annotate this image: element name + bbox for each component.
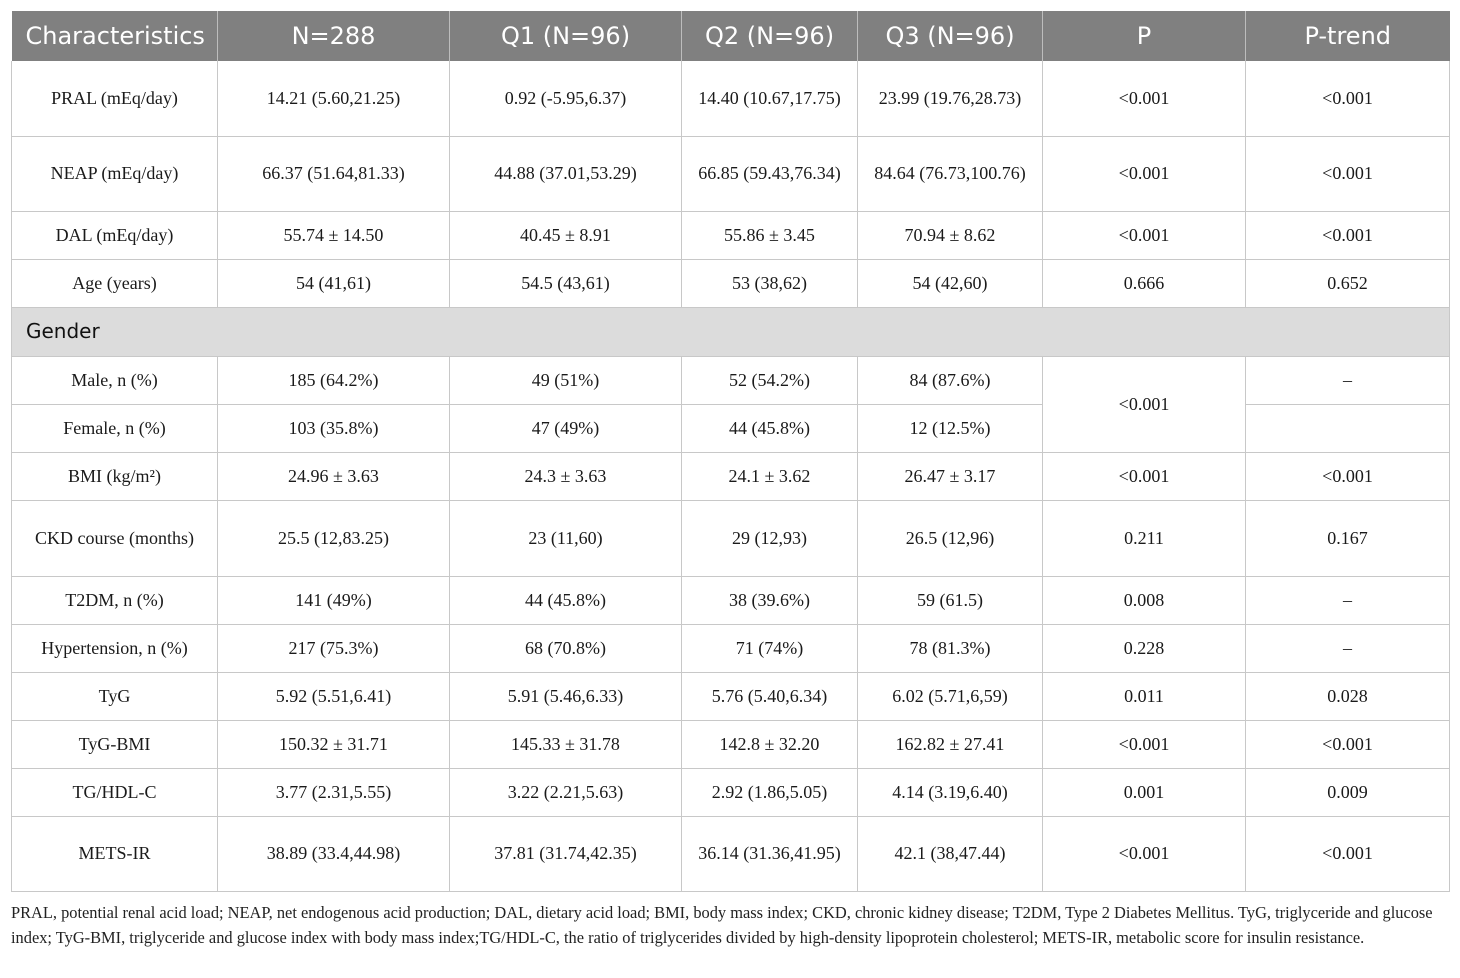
cell-p-trend: 0.009 [1246, 768, 1450, 816]
cell-q2: 36.14 (31.36,41.95) [682, 816, 858, 891]
table-row-dal [12, 211, 1450, 259]
cell-p: <0.001 [1043, 61, 1246, 136]
cell-q1: 145.33 ± 31.78 [450, 720, 682, 768]
row-label: Male, n (%) [12, 356, 218, 404]
cell-p-trend: – [1246, 356, 1450, 404]
cell-total: 185 (64.2%) [218, 356, 450, 404]
header-row [12, 11, 1450, 61]
cell-q1: 5.91 (5.46,6.33) [450, 672, 682, 720]
cell-p-trend: 0.652 [1246, 259, 1450, 307]
row-label: Age (years) [12, 259, 218, 307]
table-row-mets-ir [12, 816, 1450, 891]
cell-total: 66.37 (51.64,81.33) [218, 136, 450, 211]
row-label: TyG [12, 672, 218, 720]
cell-q3: 4.14 (3.19,6.40) [858, 768, 1043, 816]
cell-total: 24.96 ± 3.63 [218, 452, 450, 500]
cell-q2: 24.1 ± 3.62 [682, 452, 858, 500]
cell-total: 150.32 ± 31.71 [218, 720, 450, 768]
cell-total: 14.21 (5.60,21.25) [218, 61, 450, 136]
cell-q1: 37.81 (31.74,42.35) [450, 816, 682, 891]
header-q3: Q3 (N=96) [858, 11, 1043, 61]
cell-p: <0.001 [1043, 452, 1246, 500]
cell-p: <0.001 [1043, 720, 1246, 768]
section-row-gender [12, 307, 1450, 356]
cell-p-trend: <0.001 [1246, 61, 1450, 136]
cell-p: 0.011 [1043, 672, 1246, 720]
cell-q1: 68 (70.8%) [450, 624, 682, 672]
header-p-trend: P-trend [1246, 11, 1450, 61]
cell-p: 0.211 [1043, 500, 1246, 576]
cell-total: 217 (75.3%) [218, 624, 450, 672]
cell-p: <0.001 [1043, 211, 1246, 259]
header-characteristics: Characteristics [12, 11, 218, 61]
table-row-pral [12, 61, 1450, 136]
section-title: Gender [12, 307, 1450, 356]
cell-p-trend: <0.001 [1246, 720, 1450, 768]
cell-p-trend: – [1246, 576, 1450, 624]
cell-total: 3.77 (2.31,5.55) [218, 768, 450, 816]
cell-q3: 54 (42,60) [858, 259, 1043, 307]
cell-q2: 2.92 (1.86,5.05) [682, 768, 858, 816]
cell-q3: 42.1 (38,47.44) [858, 816, 1043, 891]
cell-q2: 71 (74%) [682, 624, 858, 672]
cell-p-trend: – [1246, 624, 1450, 672]
cell-q3: 23.99 (19.76,28.73) [858, 61, 1043, 136]
cell-q2: 55.86 ± 3.45 [682, 211, 858, 259]
cell-q2: 44 (45.8%) [682, 404, 858, 452]
cell-total: 25.5 (12,83.25) [218, 500, 450, 576]
cell-q1: 24.3 ± 3.63 [450, 452, 682, 500]
cell-q3: 84 (87.6%) [858, 356, 1043, 404]
cell-q2: 142.8 ± 32.20 [682, 720, 858, 768]
cell-q2: 53 (38,62) [682, 259, 858, 307]
table-row-tyg-bmi [12, 720, 1450, 768]
table-row-hypertension [12, 624, 1450, 672]
cell-p-trend [1246, 404, 1450, 452]
cell-q2: 14.40 (10.67,17.75) [682, 61, 858, 136]
cell-q3: 162.82 ± 27.41 [858, 720, 1043, 768]
cell-q3: 70.94 ± 8.62 [858, 211, 1043, 259]
table-row-male [12, 356, 1450, 404]
cell-q3: 6.02 (5.71,6,59) [858, 672, 1043, 720]
cell-q2: 5.76 (5.40,6.34) [682, 672, 858, 720]
cell-p: 0.228 [1043, 624, 1246, 672]
table-row-t2dm [12, 576, 1450, 624]
row-label: DAL (mEq/day) [12, 211, 218, 259]
cell-q1: 44.88 (37.01,53.29) [450, 136, 682, 211]
cell-p: <0.001 [1043, 356, 1246, 452]
row-label: METS-IR [12, 816, 218, 891]
cell-q1: 0.92 (-5.95,6.37) [450, 61, 682, 136]
header-p: P [1043, 11, 1246, 61]
table-row-ckd [12, 500, 1450, 576]
cell-q1: 54.5 (43,61) [450, 259, 682, 307]
cell-q3: 59 (61.5) [858, 576, 1043, 624]
cell-total: 38.89 (33.4,44.98) [218, 816, 450, 891]
cell-p-trend: 0.167 [1246, 500, 1450, 576]
table-row-tyg [12, 672, 1450, 720]
cell-p: 0.008 [1043, 576, 1246, 624]
cell-total: 54 (41,61) [218, 259, 450, 307]
header-q2: Q2 (N=96) [682, 11, 858, 61]
table-row-age [12, 259, 1450, 307]
cell-q2: 38 (39.6%) [682, 576, 858, 624]
table-row-tg-hdl [12, 768, 1450, 816]
cell-total: 141 (49%) [218, 576, 450, 624]
cell-p: <0.001 [1043, 136, 1246, 211]
cell-p: 0.001 [1043, 768, 1246, 816]
row-label: Female, n (%) [12, 404, 218, 452]
cell-p: 0.666 [1043, 259, 1246, 307]
cell-q3: 26.5 (12,96) [858, 500, 1043, 576]
row-label: T2DM, n (%) [12, 576, 218, 624]
cell-total: 5.92 (5.51,6.41) [218, 672, 450, 720]
cell-q1: 3.22 (2.21,5.63) [450, 768, 682, 816]
cell-q1: 23 (11,60) [450, 500, 682, 576]
cell-total: 103 (35.8%) [218, 404, 450, 452]
characteristics-table [11, 11, 1450, 892]
row-label: BMI (kg/m²) [12, 452, 218, 500]
table-footnote: PRAL, potential renal acid load; NEAP, net endogenous acid production; DAL, dietary acid load; BMI, body mass index; CKD, chronic kidney disease; T2DM, Type 2 Diabetes Mellitus. TyG, triglyceride and glucose index; TyG-BMI, triglyceride and glucose index with body mass index;TG/HDL-C, the ratio of triglycerides divided by high-density lipoprotein cholesterol; METS-IR, metabolic score for insulin resistance. [11, 903, 1433, 947]
table-row-neap [12, 136, 1450, 211]
cell-q2: 29 (12,93) [682, 500, 858, 576]
cell-total: 55.74 ± 14.50 [218, 211, 450, 259]
row-label: Hypertension, n (%) [12, 624, 218, 672]
row-label: PRAL (mEq/day) [12, 61, 218, 136]
cell-q3: 12 (12.5%) [858, 404, 1043, 452]
header-total: N=288 [218, 11, 450, 61]
row-label: TyG-BMI [12, 720, 218, 768]
cell-p-trend: <0.001 [1246, 816, 1450, 891]
row-label: CKD course (months) [12, 500, 218, 576]
row-label: TG/HDL-C [12, 768, 218, 816]
cell-p-trend: <0.001 [1246, 452, 1450, 500]
cell-q1: 40.45 ± 8.91 [450, 211, 682, 259]
cell-q3: 84.64 (76.73,100.76) [858, 136, 1043, 211]
cell-q2: 66.85 (59.43,76.34) [682, 136, 858, 211]
cell-q2: 52 (54.2%) [682, 356, 858, 404]
table-container [11, 11, 1449, 892]
cell-q3: 78 (81.3%) [858, 624, 1043, 672]
header-q1: Q1 (N=96) [450, 11, 682, 61]
cell-q1: 47 (49%) [450, 404, 682, 452]
cell-p-trend: <0.001 [1246, 211, 1450, 259]
cell-q1: 44 (45.8%) [450, 576, 682, 624]
cell-q1: 49 (51%) [450, 356, 682, 404]
row-label: NEAP (mEq/day) [12, 136, 218, 211]
cell-p: <0.001 [1043, 816, 1246, 891]
cell-p-trend: <0.001 [1246, 136, 1450, 211]
cell-p-trend: 0.028 [1246, 672, 1450, 720]
table-row-bmi [12, 452, 1450, 500]
cell-q3: 26.47 ± 3.17 [858, 452, 1043, 500]
